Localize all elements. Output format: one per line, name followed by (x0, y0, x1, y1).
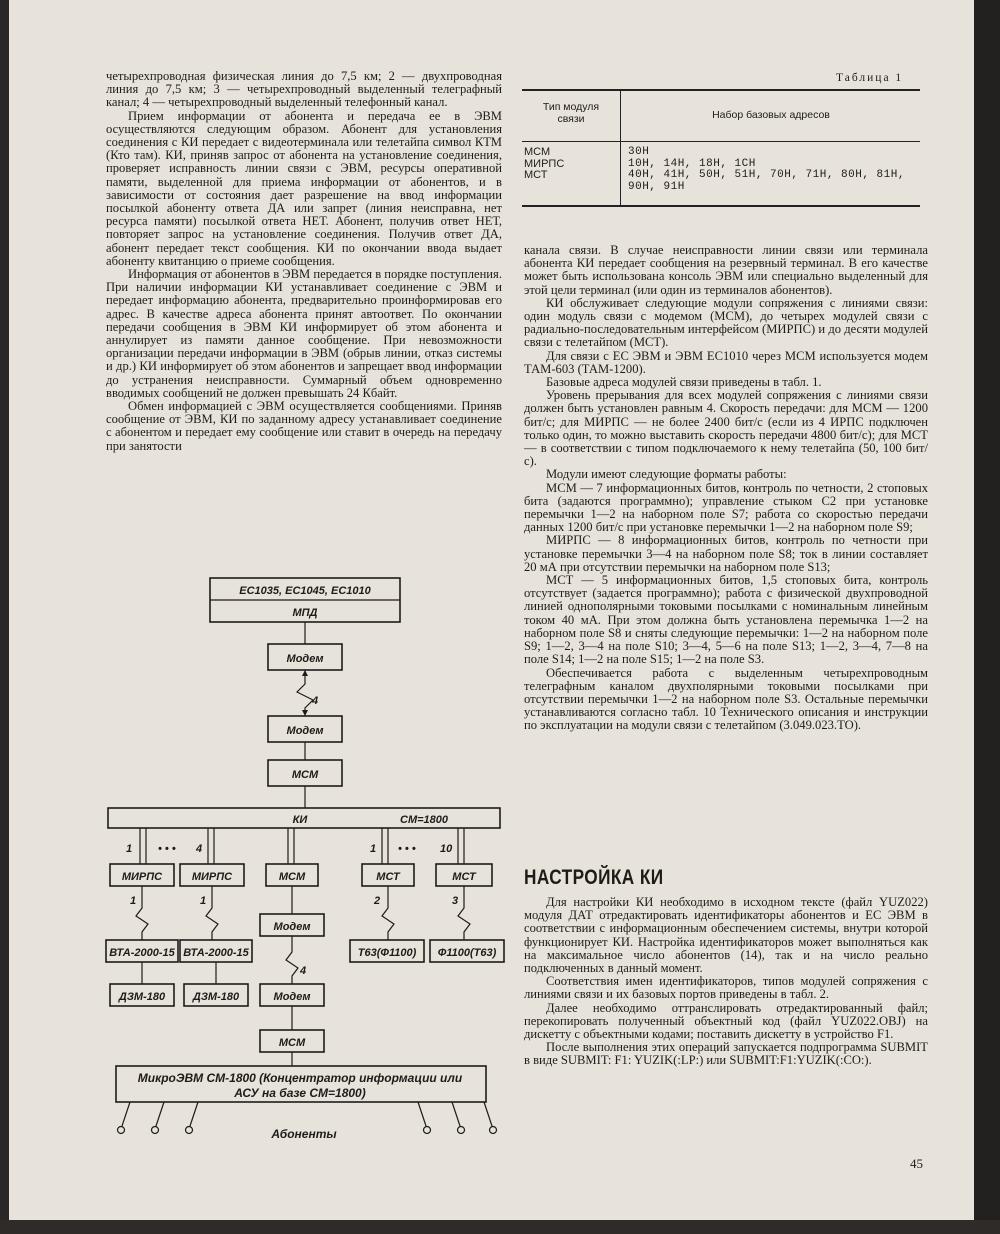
subscriber-terminal (424, 1127, 431, 1134)
mirps-label: МИРПС (191, 871, 233, 883)
table-caption: Таблица 1 (836, 72, 904, 84)
paragraph: Модули имеют следующие форматы работы: (546, 467, 787, 482)
modem-label: Модем (273, 921, 311, 933)
line-type-label: 4 (312, 695, 319, 707)
count-label: 10 (440, 843, 453, 855)
microcomputer-label: МикроЭВМ СМ-1800 (Концентратор информации или (137, 1071, 463, 1085)
subscriber-terminal (152, 1127, 159, 1134)
subscriber-line (156, 1102, 164, 1126)
arrow-head-up (302, 670, 308, 676)
vta-label: ВТА-2000-15 (183, 947, 249, 959)
line-type-label: 3 (452, 895, 459, 907)
network-diagram (100, 568, 512, 1148)
right-column (524, 244, 928, 733)
table-1 (522, 89, 920, 207)
paragraph: Обмен информацией с ЭВМ осуществляется сообщениями. Приняв сообщение от ЭВМ, КИ по заданному адресу устанавливает соединение с абонентом и передает ему сообщение или ставит в очередь на передачу при занятости (106, 399, 502, 453)
paragraph: Соответствия имен идентификаторов, типов модулей сопряжения с линиями связи и их базовых портов приведены в табл. 2. (524, 974, 928, 1002)
modem-label: Модем (286, 725, 324, 737)
count-label: 1 (126, 843, 133, 855)
table-rule-top (522, 89, 920, 91)
table-rule-bottom (522, 205, 920, 207)
table-rule-header (522, 141, 920, 142)
paragraph: Обеспечивается работа с выделенным четырехпроводным телеграфным каналом двухполярными токовыми посылками при отсутствии перемычки 1—2 на наборном поле S3. Остальные перемычки устанавливаются согласно табл. 10 Технического описания и инструкции по эксплуатации на модули связи с телетайпом (3.049.023.ТО). (524, 665, 928, 733)
computers-label: ЕС1035, ЕС1045, ЕС1010 (239, 585, 371, 597)
paragraph: После выполнения этих операций запускается подпрограмма SUBMIT в виде SUBMIT: F1: YUZIK(:LP:) или SUBMIT:F1:YUZIK(:CO:). (524, 1040, 928, 1068)
paragraph: МСТ — 5 информационных битов, 1,5 стоповых бита, контроль отсутствует (задается программно); работа с физической двухпроводной линией однополярными токовыми посылками с номинальным линейным током 40 мА. При этом должна быть установлена перемычка 1—2 на наборном поле S8 и сняты следующие перемычки: 1—2 на наборном поле S9; 1—2, 3—4 на поле S10; 3—4, 5—6 на поле S13; 1—2, 3—4, 7—8 на поле S14; 1—2 на поле S15; 1—2 на поле S3. (524, 573, 928, 667)
line-type-label: 2 (374, 895, 381, 907)
dots-label: • • • (398, 843, 416, 855)
paragraph: Базовые адреса модулей связи приведены в табл. 1. (546, 375, 822, 390)
paragraph: Уровень прерывания для всех модулей сопряжения с линиями связи должен быть установлен равным 4. Скорость передачи: для МСМ — 1200 бит/с; для МИРПС — не более 2400 бит/с (если из 4 ИРПС подключен только один, то можно выставить скорость передачи 4800 бит/с); для МСТ — в соответствии с типом подключаемого к нему телетайпа (50, 100 бит/с). (524, 388, 928, 469)
line-type-label: 1 (200, 895, 207, 907)
msm-label: МСМ (291, 769, 319, 781)
table-cell-type: МИРПС (524, 157, 565, 170)
table-header-module-type: Тип модуля связи (542, 101, 600, 125)
paragraph: Информация от абонентов в ЭВМ передается в порядке поступления. При наличии информации КИ устанавливает соединение с ЭВМ и передает информацию абонента, предварительно проинформировав его адрес. В качестве адреса абонента принят автоответ. По окончании передачи сообщения в ЭВМ КИ информирует об этом абонента и аннулирует из памяти данное сообщение. При невозможности организации передачи информации в ЭВМ (обрыв линии, отказ системы и др.) КИ информирует об этом абонентов и запрещает ввод информации до устранения неисправности. Суммарный объем одновременно вводимых сообщений не должен превышать 24 Кбайт. (106, 267, 502, 400)
count-label: 4 (196, 843, 203, 855)
table-column-rule (620, 89, 621, 207)
scan-right-border (974, 0, 1000, 1234)
paragraph: Прием информации от абонента и передача ее в ЭВМ осуществляются следующим образом. Абонент для установления соединения с КИ передает с видеотерминала или телетайпа символ КТМ (Кто там). КИ, приняв запрос от абонента на установление соединения, проверяет исправность линии связи с ЭВМ, ресурсы оперативной памяти, выделенной для приема информации от абонентов, и в зависимости от состояния дает разрешение на ввод информации посылкой абоненту ответа ДА или запрет (линия неисправна, нет ресурса памяти) посылкой ответа НЕТ. Абонент, получив ответ НЕТ, повторяет запрос на установление соединения. Получив ответ ДА, абонент передает текст сообщения. КИ по окончании ввода выдает абоненту квитанцию о приеме сообщения. (106, 108, 502, 268)
table-cell-addresses: 30Н (628, 146, 650, 158)
msm-label: МСМ (278, 1037, 306, 1049)
paragraph: четырехпроводная физическая линия до 7,5 км; 2 — двухпроводная линия до 7,5 км; 3 — четырехпроводный выделенный телеграфный канал; 4 — четырехпроводный выделенный телефонный канал. (106, 69, 502, 110)
msm-label: МСМ (278, 871, 306, 883)
mst-label: МСТ (376, 871, 400, 883)
scan-bottom-border (0, 1220, 1000, 1234)
paragraph: МСМ — 7 информационных битов, контроль по четности, 2 стоповых бита (задаются программно); управление стыком С2 при установке перемычки 1—2 на наборном поле S7; работа со скоростью передачи данных 1200 бит/с при установке перемычки 1—2 на наборном поле S9; (524, 480, 928, 535)
vta-label: ВТА-2000-15 (109, 947, 175, 959)
subscriber-line (418, 1102, 426, 1126)
subscriber-terminal (490, 1127, 497, 1134)
dzm-label: ДЗМ-180 (192, 991, 240, 1003)
line-type-label: 4 (300, 965, 307, 977)
dzm-label: ДЗМ-180 (118, 991, 166, 1003)
lightning-link (458, 886, 470, 940)
table-cell-type: МСМ (524, 146, 551, 158)
table-cell-addresses: 40Н, 41Н, 50Н, 51Н, 70Н, 71Н, 80Н, 81Н, 90Н, 91Н (628, 169, 905, 193)
t63-label: Т63(Ф1100) (357, 947, 417, 959)
lightning-link (206, 886, 218, 940)
mst-label: МСТ (452, 871, 476, 883)
table-cell-addresses: 10Н, 14Н, 18Н, 1СН (628, 157, 756, 170)
modem-label: Модем (273, 991, 311, 1003)
lightning-link (286, 936, 298, 984)
mirps-label: МИРПС (121, 871, 163, 883)
subscriber-terminal (186, 1127, 193, 1134)
count-label: 1 (370, 843, 377, 855)
modem-label: Модем (286, 653, 324, 665)
paragraph: КИ обслуживает следующие модули сопряжения с линиями связи: один модуль связи с модемом (МСМ), до четырех модулей связи с радиально-последовательным интерфейсом (МИРПС) и до десяти модулей связи с телетайпом (МСТ). (524, 295, 928, 350)
table-types-cell (524, 147, 564, 182)
subscribers-label: Абоненты (271, 1127, 337, 1141)
microcomputer-label: АСУ на базе СМ=1800) (234, 1086, 366, 1100)
paragraph: Для настройки КИ необходимо в исходном тексте (файл YUZ022) модуля ДАТ отредактировать идентификаторы абонентов и ЕС ЭВМ в соответствии с информационным обеспечением системы, внутри которой функционирует КИ. Настройка идентификаторов может выполняться как на максимальное число абонентов (14), так и на число реально подключенных в данный момент. (524, 895, 928, 976)
f1100-label: Ф1100(Т63) (437, 947, 497, 959)
sm1800-label: СМ=1800 (400, 814, 449, 826)
paragraph: МИРПС — 8 информационных битов, контроль по четности при установке перемычки 3—4 на наборном поле S8; ток в линии составляет 20 мА при отсутствии перемычки на наборном поле S13; (524, 533, 928, 574)
table-cell-type: МСТ (524, 169, 548, 181)
mpd-label: МПД (292, 607, 318, 619)
section-heading: НАСТРОЙКА КИ (524, 866, 664, 889)
lightning-link (382, 886, 394, 940)
scan-left-border (0, 0, 9, 1234)
lightning-link (297, 670, 313, 716)
subscriber-line (452, 1102, 460, 1126)
section-body (524, 896, 928, 1068)
table-addresses-cell (628, 147, 918, 193)
subscriber-terminal (118, 1127, 125, 1134)
arrow-head-down (302, 710, 308, 716)
subscriber-line (122, 1102, 130, 1126)
paragraph: Для связи с ЕС ЭВМ и ЭВМ ЕС1010 через МСМ используется модем ТАМ-603 (ТАМ-1200). (524, 348, 928, 376)
subscriber-line (484, 1102, 492, 1126)
paragraph: Далее необходимо оттранслировать отредактированный файл; перекопировать полученный объектный код (файл YUZ022.OBJ) на дискетту с объектными кодами; поставить дискетту в устройство F1. (524, 1000, 928, 1042)
left-column (106, 70, 502, 453)
ki-label: КИ (292, 814, 308, 826)
dots-label: • • • (158, 843, 176, 855)
subscriber-terminal (458, 1127, 465, 1134)
table-header-addresses: Набор базовых адресов (712, 109, 830, 121)
lightning-link (136, 886, 148, 940)
paragraph: канала связи. В случае неисправности линии связи или терминала абонента КИ передает сообщения на резервный терминал. В его качестве может быть использована консоль ЭВМ или специально выделенный для этой цели терминал (или один из терминалов абонентов). (524, 243, 928, 297)
line-type-label: 1 (130, 895, 137, 907)
page-number: 45 (910, 1156, 923, 1171)
subscriber-line (190, 1102, 198, 1126)
